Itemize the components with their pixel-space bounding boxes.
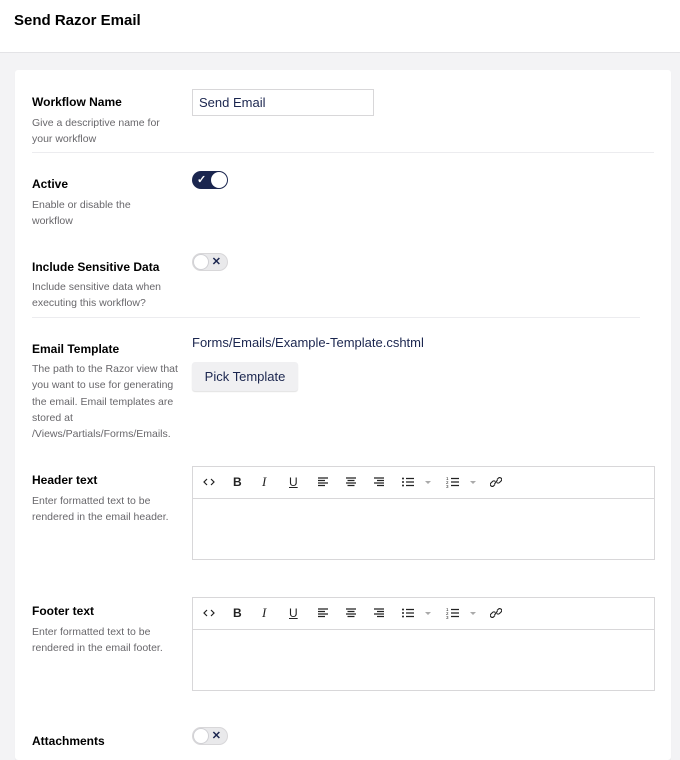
bold-button[interactable]: B <box>233 606 242 620</box>
bold-button[interactable]: B <box>233 475 242 489</box>
workflow-name-description: Give a descriptive name for your workflow <box>32 117 160 146</box>
pick-template-button[interactable]: Pick Template <box>192 362 298 391</box>
page-title: Send Razor Email <box>14 12 141 29</box>
workflow-name-label: Workflow Name <box>32 95 122 109</box>
sensitive-data-description: Include sensitive data when executing this workflow? <box>32 281 161 310</box>
numbered-list-icon[interactable] <box>446 606 460 620</box>
link-icon[interactable] <box>490 606 502 620</box>
active-description: Enable or disable the workflow <box>32 199 131 228</box>
chevron-down-icon[interactable] <box>469 475 477 489</box>
chevron-down-icon[interactable] <box>469 606 477 620</box>
toggle-knob <box>211 172 227 188</box>
svg-text:1: 1 <box>446 607 449 612</box>
active-toggle[interactable] <box>192 171 228 189</box>
svg-text:3: 3 <box>446 615 449 620</box>
align-center-icon[interactable] <box>345 606 357 620</box>
footer-text-content[interactable] <box>193 630 654 691</box>
attachments-toggle[interactable] <box>192 727 228 745</box>
workflow-settings-panel <box>15 70 671 760</box>
header-text-label: Header text <box>32 473 98 487</box>
divider <box>32 152 654 153</box>
footer-text-label: Footer text <box>32 604 95 618</box>
align-center-icon[interactable] <box>345 475 357 489</box>
italic-button[interactable]: I <box>262 474 267 489</box>
email-template-path: Forms/Emails/Example-Template.cshtml <box>192 335 424 350</box>
svg-text:2: 2 <box>446 611 449 616</box>
chevron-down-icon[interactable] <box>424 475 432 489</box>
svg-text:2: 2 <box>446 480 449 485</box>
chevron-down-icon[interactable] <box>424 606 432 620</box>
align-left-icon[interactable] <box>317 606 329 620</box>
underline-button[interactable]: U <box>289 606 298 620</box>
underline-button[interactable]: U <box>289 475 298 489</box>
bullet-list-icon[interactable] <box>401 475 415 489</box>
editor-toolbar <box>193 598 654 630</box>
footer-text-description: Enter formatted text to be rendered in the email footer. <box>32 626 163 655</box>
sensitive-data-label: Include Sensitive Data <box>32 260 160 274</box>
divider <box>32 317 640 318</box>
toggle-knob <box>193 254 209 270</box>
sensitive-data-toggle[interactable] <box>192 253 228 271</box>
page-header <box>0 0 680 53</box>
close-icon: ✕ <box>211 256 221 268</box>
align-right-icon[interactable] <box>373 606 385 620</box>
workflow-name-input[interactable] <box>192 89 374 116</box>
align-right-icon[interactable] <box>373 475 385 489</box>
source-code-button[interactable] <box>203 606 215 620</box>
active-label: Active <box>32 177 69 191</box>
close-icon: ✕ <box>211 730 221 742</box>
header-text-description: Enter formatted text to be rendered in the email header. <box>32 495 169 524</box>
source-code-button[interactable] <box>203 475 215 489</box>
footer-text-editor <box>192 597 655 691</box>
email-template-label: Email Template <box>32 342 120 356</box>
toggle-knob <box>193 728 209 744</box>
editor-toolbar <box>193 467 654 499</box>
svg-text:1: 1 <box>446 476 449 481</box>
email-template-description: The path to the Razor view that you want to use for generating the email. Email templates are stored at /Views/Partials/Forms/Emails. <box>32 363 178 441</box>
header-text-content[interactable] <box>193 499 654 560</box>
italic-button[interactable]: I <box>262 605 267 620</box>
align-left-icon[interactable] <box>317 475 329 489</box>
attachments-label: Attachments <box>32 734 105 748</box>
link-icon[interactable] <box>490 475 502 489</box>
checkmark-icon: ✓ <box>197 174 207 186</box>
bullet-list-icon[interactable] <box>401 606 415 620</box>
numbered-list-icon[interactable] <box>446 475 460 489</box>
header-text-editor <box>192 466 655 560</box>
svg-text:3: 3 <box>446 484 449 489</box>
